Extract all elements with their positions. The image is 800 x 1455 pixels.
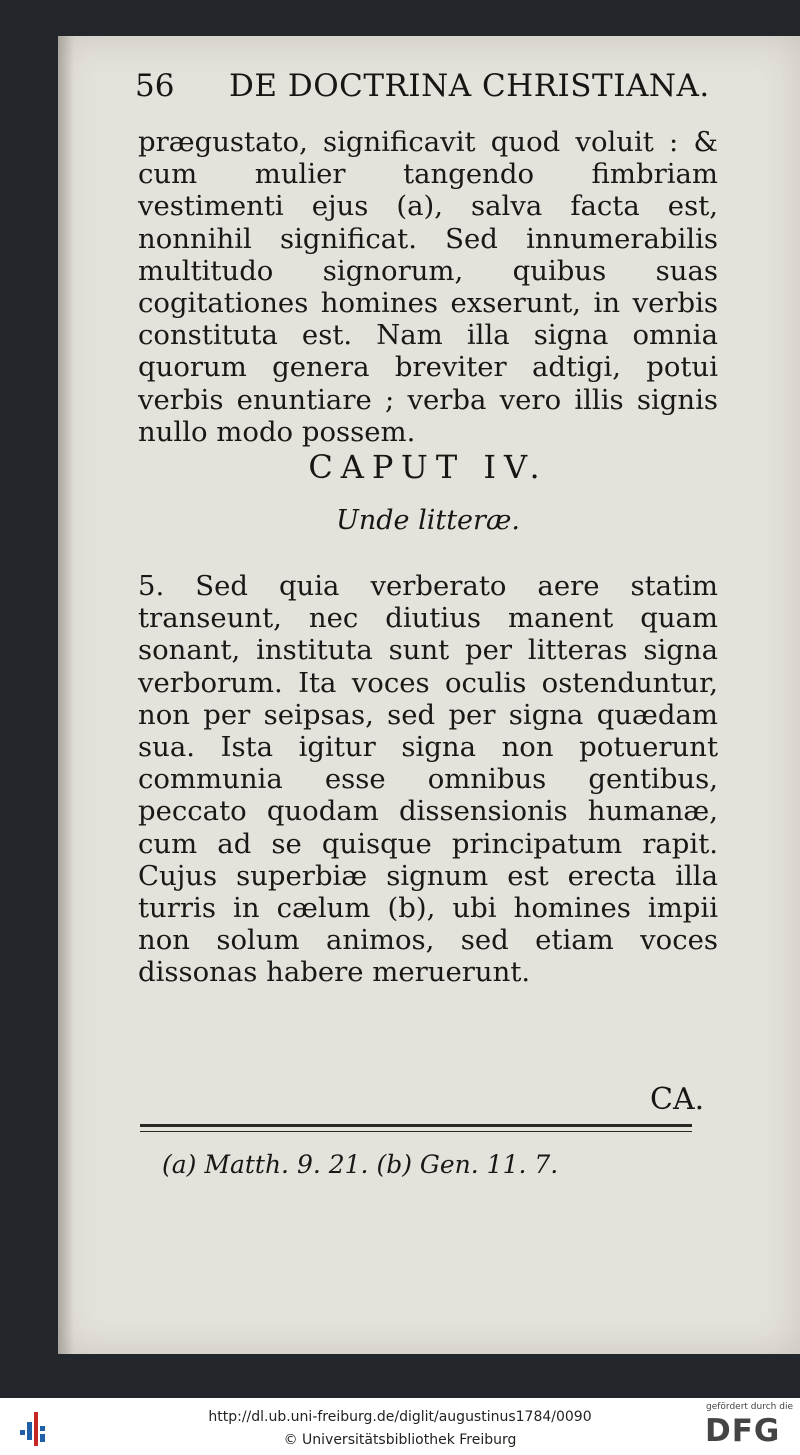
catchword: CA. — [650, 1082, 705, 1117]
page-url[interactable]: http://dl.ub.uni-freiburg.de/diglit/augustinus1784/0090 — [208, 1409, 592, 1425]
copyright-notice: © Universitätsbibliothek Freiburg — [283, 1432, 517, 1448]
chapter-subtitle: Unde litteræ. — [336, 505, 520, 536]
viewer-footer — [0, 1398, 800, 1455]
dfg-logo[interactable]: DFG — [705, 1413, 781, 1449]
body-paragraph-1: prægustato, significavit quod voluit : & cum mulier tangendo fimbriam vestimenti ejus (a), salva facta est, nonnihil significat. Sed innumerabilis multitudo signorum, quibus suas cogitationes homines exserunt, in verbis constituta est. Nam illa signa omnia quorum genera breviter adtigi, potui verbis enuntiare ; verba vero illis signis nullo modo possem. — [138, 126, 718, 448]
page-number: 56 — [135, 68, 175, 104]
footnote-rule — [140, 1124, 692, 1127]
funding-note: gefördert durch die — [706, 1402, 793, 1412]
chapter-heading: CAPUT IV. — [308, 448, 548, 486]
footnote-rule-thin — [140, 1131, 692, 1132]
footnotes: (a) Matth. 9. 21. (b) Gen. 11. 7. — [162, 1150, 559, 1179]
running-title: DE DOCTRINA CHRISTIANA. — [229, 68, 710, 104]
body-paragraph-2: 5. Sed quia verberato aere statim transeunt, nec diutius manent quam sonant, instituta sunt per litteras signa verborum. Ita voces oculis ostenduntur, non per seipsas, sed per signa quædam sua. Ista igitur signa non potuerunt communia esse omnibus gentibus, peccato quodam dissensionis humanæ, cum ad se quisque principatum rapit. Cujus superbiæ signum est erecta illa turris in cælum (b), ubi homines impii non solum animos, sed etiam voces dissonas habere meruerunt. — [138, 570, 718, 989]
